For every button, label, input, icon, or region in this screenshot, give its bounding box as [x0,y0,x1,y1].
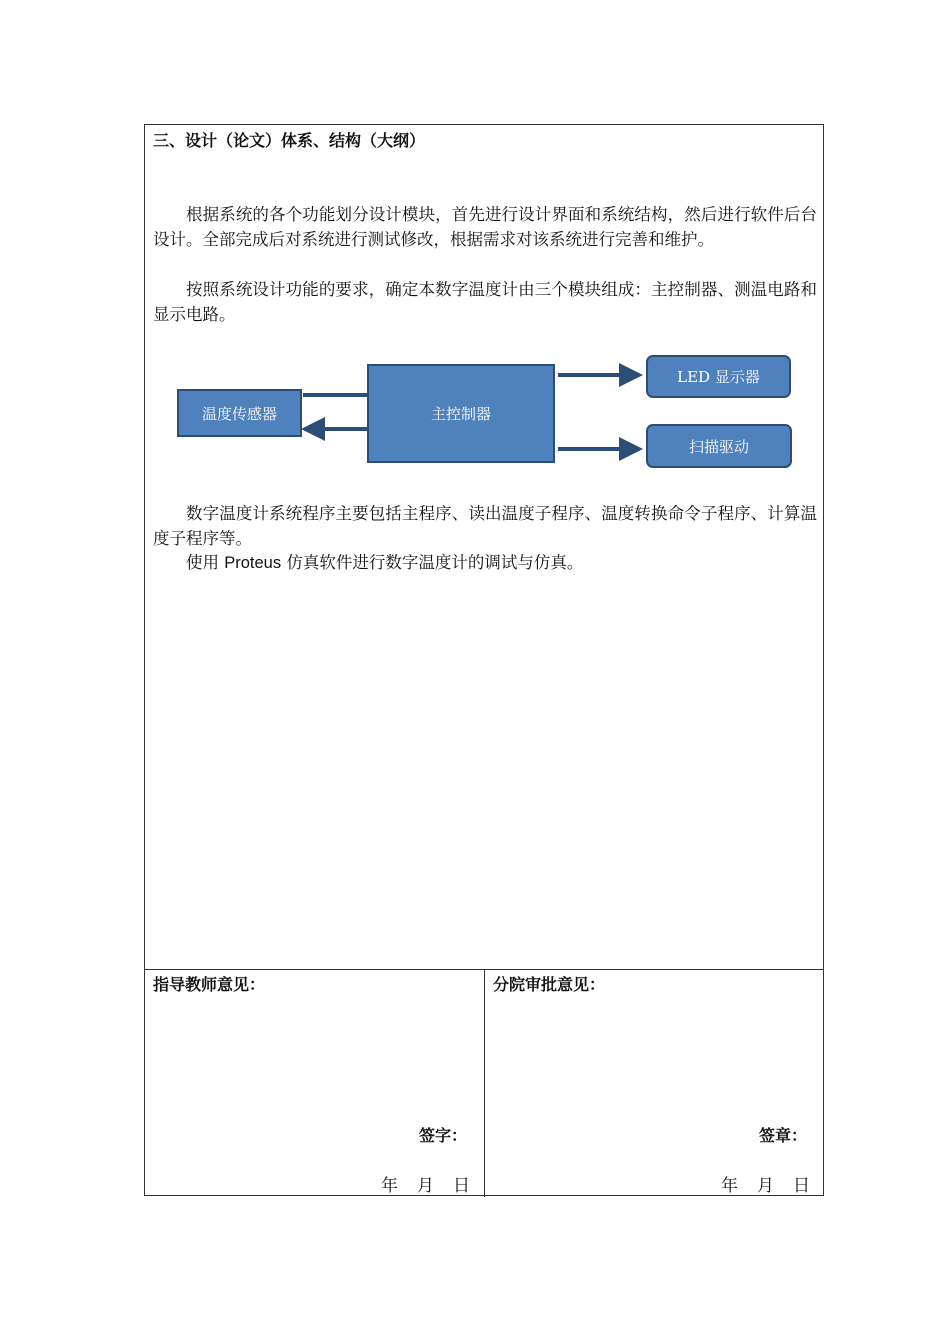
block-diagram [175,353,795,471]
controller-box: 主控制器 [367,364,555,463]
teacher-signature-label: 签字： [419,1126,468,1145]
form-table [144,124,824,1196]
college-seal-label: 签章： [759,1126,808,1145]
column-divider [484,969,485,1197]
paragraph-1: 根据系统的各个功能划分设计模块，首先进行设计界面和系统结构，然后进行软件后台设计。全部完成后对系统进行测试修改，根据需求对该系统进行完善和维护。 [153,205,817,249]
section-title: 三、设计（论文）体系、结构（大纲） [153,131,426,150]
college-approval-title: 分院审批意见： [493,975,606,994]
scan-driver-box: 扫描驱动 [646,424,792,468]
paragraph-3: 数字温度计系统程序主要包括主程序、读出温度子程序、温度转换命令子程序、计算温度子程序等。 [153,504,817,548]
college-date: 年 月 日 [721,1176,810,1196]
sensor-box: 温度传感器 [177,389,302,437]
paragraph-2: 按照系统设计功能的要求，确定本数字温度计由三个模块组成：主控制器、测温电路和显示电路。 [153,280,817,324]
teacher-date: 年 月 日 [381,1176,470,1196]
teacher-opinion-title: 指导教师意见： [153,975,266,994]
led-display-box: LED 显示器 [646,355,791,398]
paragraph-4: 使用 Proteus 仿真软件进行数字温度计的调试与仿真。 [186,553,584,572]
